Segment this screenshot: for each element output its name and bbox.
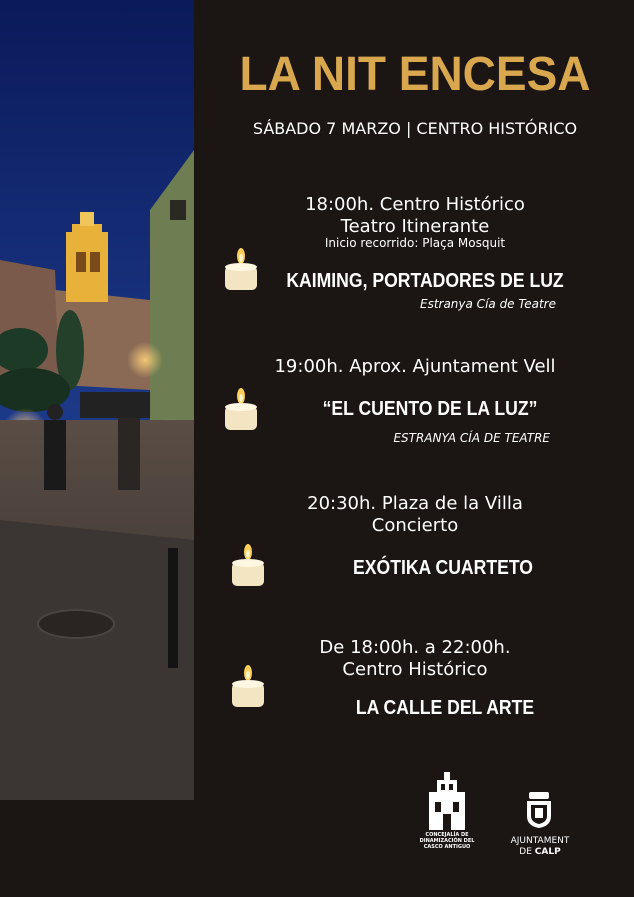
event-1-line-2: Teatro Itinerante <box>340 216 490 237</box>
event-4-line-2: Centro Histórico <box>342 659 488 680</box>
event-3-name: EXÓTIKA CUARTETO <box>353 557 533 579</box>
event-3-line-1: 20:30h. Plaza de la Villa <box>307 493 523 514</box>
event-1-note: Inicio recorrido: Plaça Mosquit <box>324 236 506 250</box>
event-4-name: LA CALLE DEL ARTE <box>355 697 535 719</box>
concejalia-line-1: CONCEJALÍA DE <box>425 832 469 838</box>
event-2-line-1: 19:00h. Aprox. Ajuntament Vell <box>274 356 556 377</box>
event-4-line-1: De 18:00h. a 22:00h. <box>319 637 511 658</box>
ajuntament-line-2-name: CALP <box>534 847 561 857</box>
calp-coat-of-arms-icon <box>524 792 554 828</box>
concejalia-line-2: DINAMIZACIÓN DEL <box>419 838 475 844</box>
poster-subtitle: SÁBADO 7 MARZO | CENTRO HISTÓRICO <box>252 119 578 138</box>
ajuntament-line-2 <box>500 847 580 857</box>
event-1-company: Estranya Cía de Teatre <box>419 297 556 311</box>
poster-title: LA NIT ENCESA <box>239 45 591 101</box>
church-tower-icon <box>427 770 467 830</box>
event-1-line-1: 18:00h. Centro Histórico <box>305 194 525 215</box>
ajuntament-line-1: AJUNTAMENT <box>510 836 570 846</box>
event-2-company: ESTRANYA CÍA DE TEATRE <box>393 431 550 445</box>
event-2-name: “EL CUENTO DE LA LUZ” <box>322 398 538 420</box>
event-1-name: KAIMING, PORTADORES DE LUZ <box>286 270 564 292</box>
street-night-photo <box>0 0 194 800</box>
ajuntament-line-2-prefix: DE <box>519 847 535 857</box>
candle-icon <box>231 542 265 590</box>
candle-icon <box>224 246 258 294</box>
candle-icon <box>224 386 258 434</box>
event-3-line-2: Concierto <box>371 515 459 536</box>
concejalia-line-3: CASCO ANTIGUO <box>423 844 471 850</box>
candle-icon <box>231 663 265 711</box>
